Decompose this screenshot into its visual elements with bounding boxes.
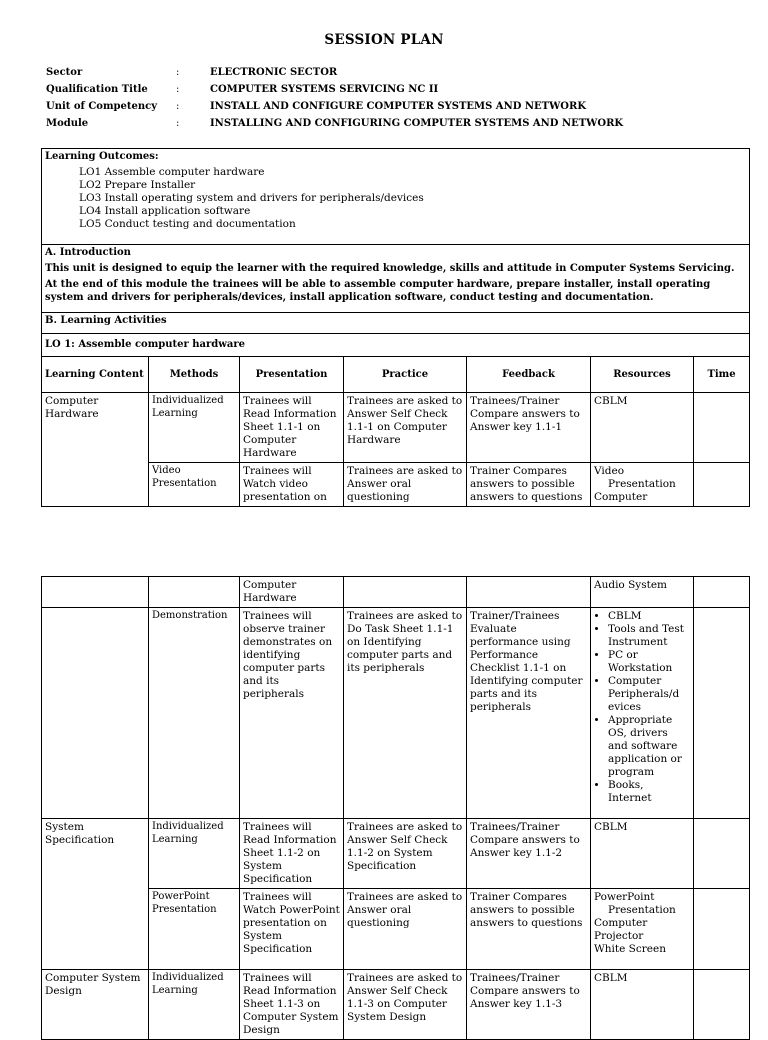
practice-cell: Trainees are asked to Answer Self Check 1.1-1 on Computer Hardware <box>344 393 467 463</box>
resource-line: Presentation <box>608 478 676 490</box>
list-item: • PC or Workstation <box>608 649 690 675</box>
learning-content-cell: Computer Hardware <box>42 393 149 507</box>
practice-cell: Trainees are asked to Answer oral questioning <box>344 463 467 507</box>
resource-line: White Screen <box>594 943 666 955</box>
plan-info <box>46 66 726 134</box>
resources-cell: CBLM <box>591 819 694 889</box>
info-row-sector <box>46 66 726 83</box>
introduction-paragraph: At the end of this module the trainees will be able to assemble computer hardware, prepare installer, install operating system and drivers for peripherals/devices, install application software, conduct testing and documentation. <box>45 279 711 303</box>
info-colon: : <box>176 84 180 95</box>
feedback-cell: Trainer/Trainees Evaluate performance using Performance Checklist 1.1-1 on Identifying computer parts and its peripherals <box>467 608 591 819</box>
list-item: LO3 Install operating system and drivers for peripherals/devices <box>79 191 424 204</box>
introduction-heading: A. Introduction <box>45 247 131 258</box>
table-row <box>42 608 750 819</box>
time-cell <box>694 819 750 889</box>
method-cell: Individualized Learning <box>149 970 240 1040</box>
resource-line: Projector <box>594 930 644 942</box>
feedback-cell: Trainer Compares answers to possible answers to questions <box>467 463 591 507</box>
info-value: ELECTRONIC SECTOR <box>210 67 338 78</box>
learning-content-cell: Computer System Design <box>42 970 149 1040</box>
info-colon: : <box>176 118 180 129</box>
feedback-cell: Trainees/Trainer Compare answers to Answer key 1.1-2 <box>467 819 591 889</box>
feedback-cell <box>467 577 591 608</box>
list-item: • Books, Internet <box>608 779 690 805</box>
resources-cell <box>591 463 694 507</box>
learning-content-cell <box>42 577 149 608</box>
page-title: SESSION PLAN <box>324 32 444 48</box>
table-row <box>42 970 750 1040</box>
list-item: • Tools and Test Instrument <box>608 623 690 649</box>
list-item: • Computer Peripherals/d evices <box>608 675 690 714</box>
table-row <box>42 889 750 970</box>
column-header: Feedback <box>467 357 591 393</box>
column-header: Learning Content <box>42 357 149 393</box>
learning-content-cell <box>42 608 149 819</box>
feedback-cell: Trainees/Trainer Compare answers to Answer key 1.1-1 <box>467 393 591 463</box>
time-cell <box>694 393 750 463</box>
info-value: COMPUTER SYSTEMS SERVICING NC II <box>210 84 439 95</box>
list-item: LO4 Install application software <box>79 204 251 217</box>
table-row <box>42 463 750 507</box>
resources-list <box>594 610 690 805</box>
feedback-cell: Trainees/Trainer Compare answers to Answer key 1.1-3 <box>467 970 591 1040</box>
info-row-module <box>46 117 726 134</box>
method-cell: Demonstration <box>149 608 240 819</box>
info-row-unit <box>46 100 726 117</box>
method-cell: PowerPoint Presentation <box>149 889 240 970</box>
learning-outcomes-row <box>42 149 750 245</box>
presentation-cell: Trainees will Read Information Sheet 1.1-1 on Computer Hardware <box>240 393 344 463</box>
list-item: LO2 Prepare Installer <box>79 178 196 191</box>
learning-outcomes-list <box>45 166 746 231</box>
practice-cell: Trainees are asked to Answer Self Check 1.1-3 on Computer System Design <box>344 970 467 1040</box>
info-row-qualification <box>46 83 726 100</box>
time-cell <box>694 463 750 507</box>
table-row <box>42 819 750 889</box>
info-colon: : <box>176 101 180 112</box>
lo1-title-row <box>42 334 750 357</box>
learning-activities-row <box>42 313 750 334</box>
introduction-row <box>42 245 750 313</box>
info-label: Module <box>46 118 89 129</box>
list-item: LO1 Assemble computer hardware <box>79 165 265 178</box>
presentation-cell: Trainees will Read Information Sheet 1.1-2 on System Specification <box>240 819 344 889</box>
time-cell <box>694 608 750 819</box>
time-cell <box>694 970 750 1040</box>
list-item: LO5 Conduct testing and documentation <box>79 217 296 230</box>
resources-cell <box>591 889 694 970</box>
learning-activities-heading: B. Learning Activities <box>42 313 750 334</box>
resource-line: Presentation <box>608 904 676 916</box>
column-header: Presentation <box>240 357 344 393</box>
method-cell <box>149 577 240 608</box>
column-header: Practice <box>344 357 467 393</box>
time-cell <box>694 577 750 608</box>
column-header: Methods <box>149 357 240 393</box>
learning-outcomes-heading: Learning Outcomes: <box>45 151 159 162</box>
practice-cell: Trainees are asked to Answer oral questioning <box>344 889 467 970</box>
time-cell <box>694 889 750 970</box>
info-label: Sector <box>46 67 83 78</box>
introduction-paragraph: This unit is designed to equip the learner with the required knowledge, skills and attitude in Computer Systems Servicing. <box>45 262 735 274</box>
method-cell: Individualized Learning <box>149 393 240 463</box>
practice-cell: Trainees are asked to Do Task Sheet 1.1-1 on Identifying computer parts and its peripherals <box>344 608 467 819</box>
resource-line: PowerPoint <box>594 891 655 903</box>
lo1-title: LO 1: Assemble computer hardware <box>42 334 750 357</box>
presentation-cell: Trainees will Read Information Sheet 1.1-3 on Computer System Design <box>240 970 344 1040</box>
feedback-cell: Trainer Compares answers to possible answers to questions <box>467 889 591 970</box>
learning-content-cell: System Specification <box>42 819 149 970</box>
session-table-page2 <box>41 576 750 1040</box>
presentation-cell: Computer Hardware <box>240 577 344 608</box>
info-label: Unit of Competency <box>46 101 158 112</box>
resource-line: Computer <box>594 917 648 929</box>
introduction-cell <box>42 245 750 313</box>
column-header: Time <box>694 357 750 393</box>
presentation-cell: Trainees will Watch PowerPoint presentation on System Specification <box>240 889 344 970</box>
list-item: • Appropriate OS, drivers and software application or program <box>608 714 690 779</box>
practice-cell: Trainees are asked to Answer Self Check 1.1-2 on System Specification <box>344 819 467 889</box>
info-value: INSTALLING AND CONFIGURING COMPUTER SYSTEMS AND NETWORK <box>210 118 624 129</box>
session-table-page1 <box>41 148 750 507</box>
resources-cell: Audio System <box>591 577 694 608</box>
list-item: • CBLM <box>608 610 690 623</box>
presentation-cell: Trainees will Watch video presentation on <box>240 463 344 507</box>
method-cell: Individualized Learning <box>149 819 240 889</box>
resources-cell: CBLM <box>591 970 694 1040</box>
info-label: Qualification Title <box>46 84 148 95</box>
info-value: INSTALL AND CONFIGURE COMPUTER SYSTEMS AND NETWORK <box>210 101 587 112</box>
method-cell: Video Presentation <box>149 463 240 507</box>
table-row <box>42 577 750 608</box>
practice-cell <box>344 577 467 608</box>
resources-cell: CBLM <box>591 393 694 463</box>
resources-cell <box>591 608 694 819</box>
resource-line: Computer <box>594 491 648 503</box>
table-row <box>42 393 750 463</box>
presentation-cell: Trainees will observe trainer demonstrates on identifying computer parts and its peripherals <box>240 608 344 819</box>
resource-line: Video <box>594 465 625 477</box>
learning-outcomes-cell <box>42 149 750 245</box>
column-header: Resources <box>591 357 694 393</box>
table-header-row <box>42 357 750 393</box>
info-colon: : <box>176 67 180 78</box>
